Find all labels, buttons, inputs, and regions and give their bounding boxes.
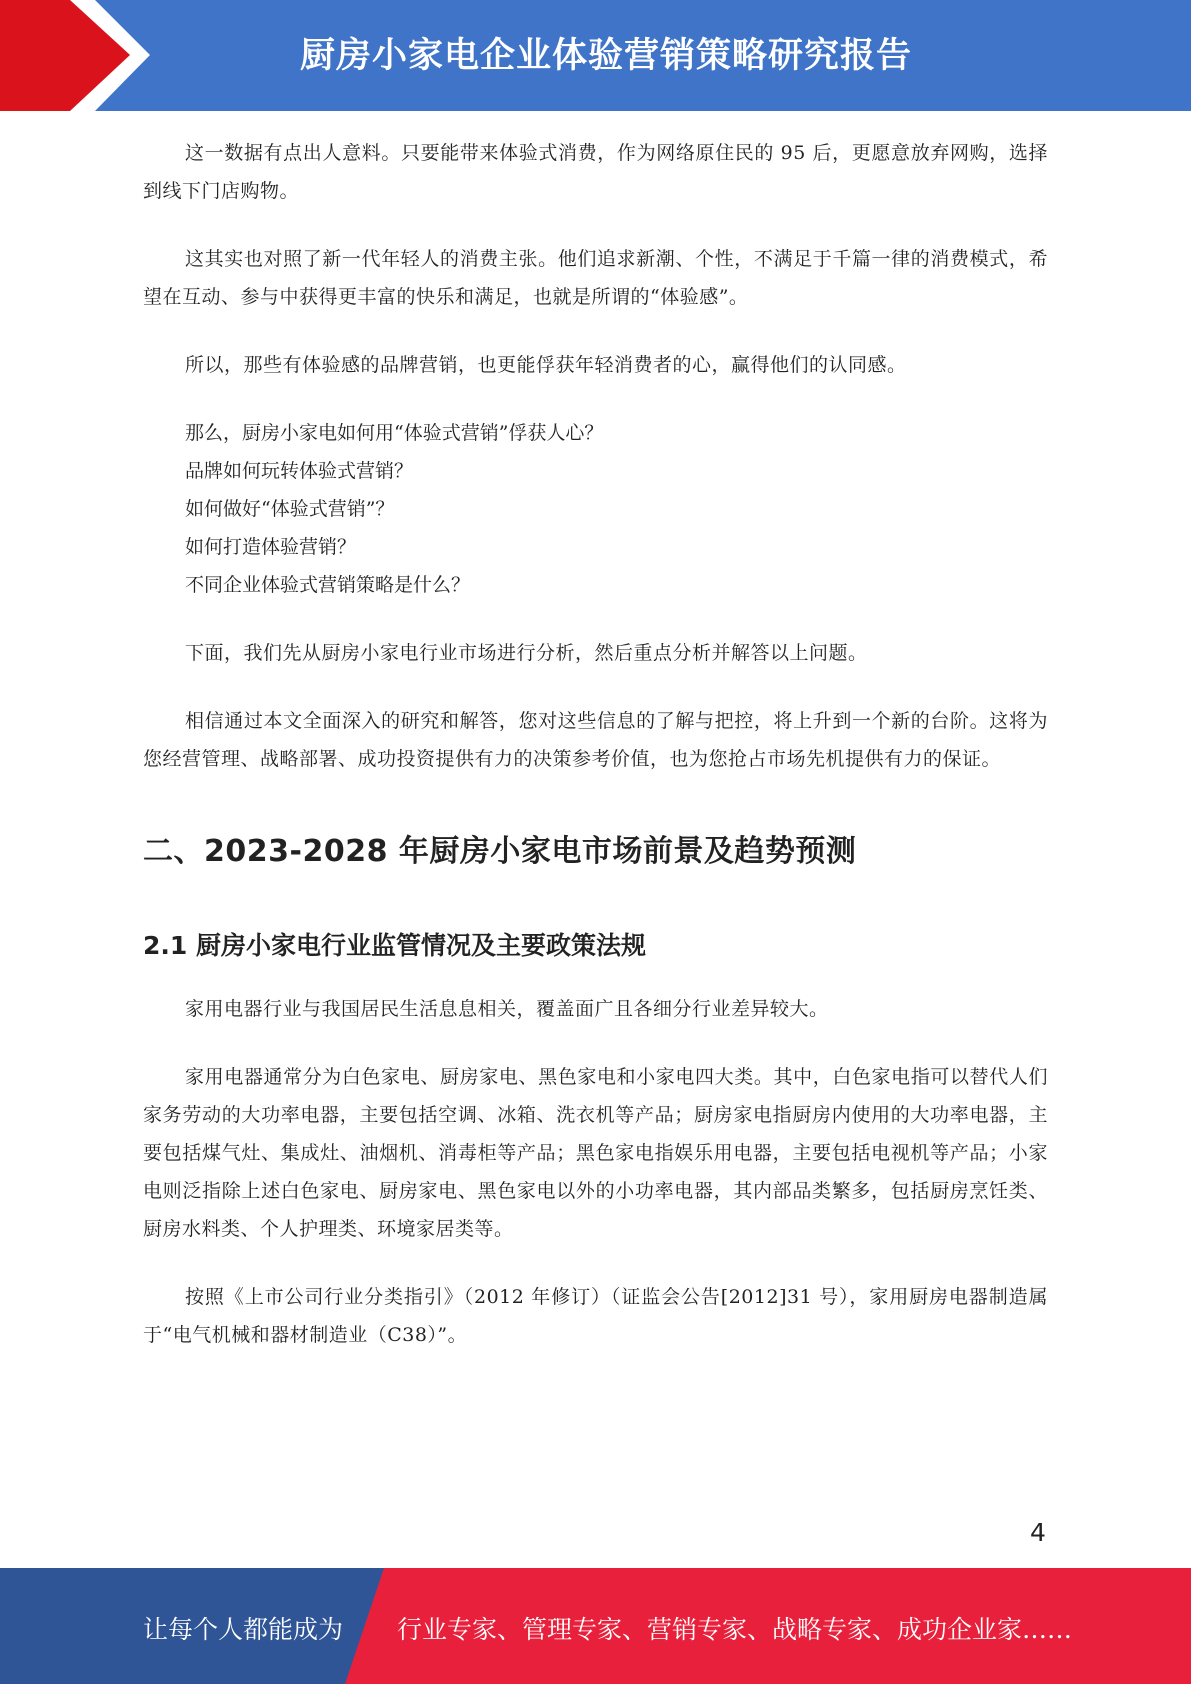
question-item: 那么，厨房小家电如何用“体验式营销”俘获人心？ xyxy=(185,422,604,444)
paragraph-7: 家用电器通常分为白色家电、厨房家电、黑色家电和小家电四大类。其中，白色家电指可以替代人们家务劳动的大功率电器，主要包括空调、冰箱、洗衣机等产品；厨房家电指厨房内使用的大功率电器，主要包括煤气灶、集成灶、油烟机、消毒柜等产品；黑色家电指娱乐用电器，主要包括电视机等产品；小家电则泛指除上述白色家电、厨房家电、黑色家电以外的小功率电器，其内部品类繁多，包括厨房烹饪类、厨房水料类、个人护理类、环境家居类等。 xyxy=(143,1066,1048,1240)
question-item: 如何打造体验营销？ xyxy=(185,536,357,558)
paragraph-4: 下面，我们先从厨房小家电行业市场进行分析，然后重点分析并解答以上问题。 xyxy=(185,642,868,664)
paragraph-8: 按照《上市公司行业分类指引》（2012 年修订）（证监会公告[2012]31 号），家用厨房电器制造属于“电气机械和器材制造业（C38）”。 xyxy=(143,1286,1048,1346)
page-content xyxy=(143,134,1048,1384)
header-arrow-decoration xyxy=(0,0,150,111)
report-title: 厨房小家电企业体验营销策略研究报告 xyxy=(300,36,913,76)
page-footer xyxy=(0,1568,1191,1684)
paragraph-3: 所以，那些有体验感的品牌营销，也更能俘获年轻消费者的心，赢得他们的认同感。 xyxy=(185,354,907,376)
question-item: 品牌如何玩转体验式营销？ xyxy=(185,460,414,482)
page-number: 4 xyxy=(1030,1518,1046,1547)
paragraph-1: 这一数据有点出人意料。只要能带来体验式消费，作为网络原住民的 95 后，更愿意放弃网购，选择到线下门店购物。 xyxy=(143,142,1048,202)
page-header xyxy=(0,0,1191,111)
footer-slogan-right: 行业专家、管理专家、营销专家、战略专家、成功企业家…… xyxy=(397,1615,1073,1644)
question-item: 不同企业体验式营销策略是什么？ xyxy=(185,574,471,596)
paragraph-2: 这其实也对照了新一代年轻人的消费主张。他们追求新潮、个性，不满足于千篇一律的消费模式，希望在互动、参与中获得更丰富的快乐和满足，也就是所谓的“体验感”。 xyxy=(143,248,1048,308)
paragraph-5: 相信通过本文全面深入的研究和解答，您对这些信息的了解与把控，将上升到一个新的台阶。这将为您经营管理、战略部署、成功投资提供有力的决策参考价值，也为您抢占市场先机提供有力的保证。 xyxy=(143,710,1048,770)
question-item: 如何做好“体验式营销”？ xyxy=(185,498,395,520)
section-heading: 二、2023-2028 年厨房小家电市场前景及趋势预测 xyxy=(143,834,857,869)
question-list xyxy=(143,414,1048,604)
subsection-heading: 2.1 厨房小家电行业监管情况及主要政策法规 xyxy=(143,931,646,960)
footer-slogan-left: 让每个人都能成为 xyxy=(143,1615,344,1644)
paragraph-6: 家用电器行业与我国居民生活息息相关，覆盖面广且各细分行业差异较大。 xyxy=(185,998,829,1020)
